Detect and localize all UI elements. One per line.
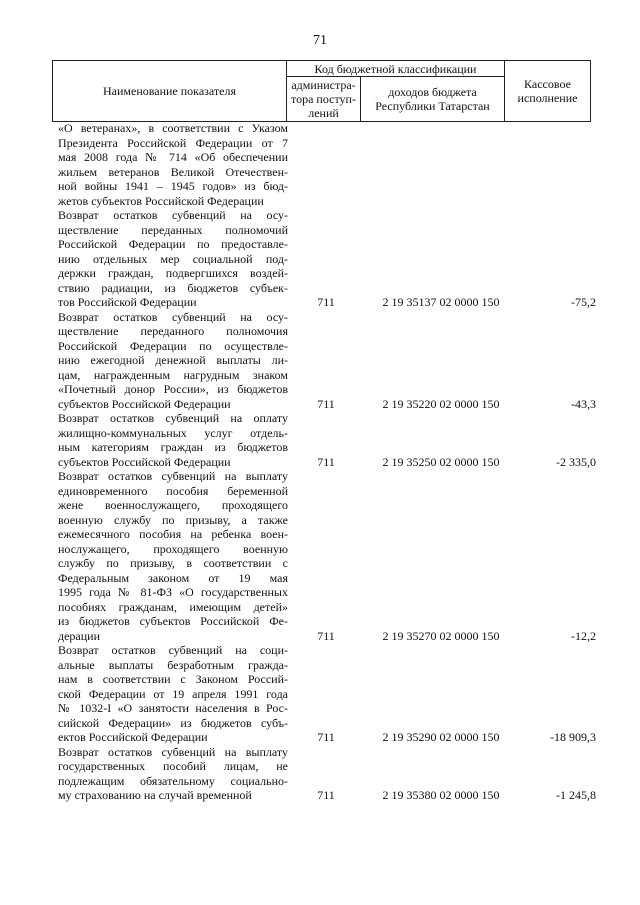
row-name-line: службу по призыву, в соответствии с (58, 556, 288, 570)
row-amount: -1 245,8 (556, 788, 596, 802)
row-name-line: Возврат остатков субвенций на выплату (58, 469, 288, 483)
administrator-line: лений (308, 106, 339, 120)
row-name-line: № 1032-I «О занятости населения в Рос- (58, 701, 288, 715)
row-name-line: пособиях гражданам, имеющим детей» (58, 599, 288, 614)
row-name-line: Возврат остатков субвенций на оплату (58, 411, 288, 425)
row-name-line: ществление переданных полномочий (58, 222, 288, 237)
row-name-line: жильем ветеранов Великой Отечествен- (58, 164, 288, 179)
row-name-line: мая 2008 года № 714 «Об обеспечении (58, 150, 288, 164)
cash-execution-line: Кассовое (524, 77, 571, 91)
row-budget-code: 2 19 35380 02 0000 150 (382, 788, 500, 802)
row-administrator-code: 711 (317, 730, 335, 744)
row-budget-code: 2 19 35270 02 0000 150 (382, 628, 500, 643)
row-budget-code: 2 19 35290 02 0000 150 (382, 730, 500, 744)
row-amount: -18 909,3 (550, 730, 596, 744)
row-name-line: военную службу по призыву, а также (58, 512, 288, 527)
budget-income-line: Республики Татарстан (375, 99, 490, 113)
indicator-name-header: Наименование показателя (53, 61, 287, 122)
row-budget-code: 2 19 35250 02 0000 150 (382, 454, 500, 469)
budget-income-line: доходов бюджета (388, 85, 477, 99)
row-name-line: ным категориям граждан из бюджетов (58, 440, 288, 454)
row-name-line: единовременного пособия беременной (58, 483, 288, 498)
row-amount: -75,2 (571, 295, 596, 309)
row-name-line: 1995 года № 81-ФЗ «О государственных (58, 585, 288, 599)
row-amount: -12,2 (571, 628, 596, 643)
row-name-line: ежемесячного пособия на ребенка воен- (58, 527, 288, 541)
row-name-line: нам в соответствии с Законом Россий- (58, 672, 288, 686)
row-name-line: «О ветеранах», в соответствии с Указом (58, 121, 288, 135)
administrator-line: администра- (291, 78, 356, 92)
row-name-line: цам, награжденным нагрудным знаком (58, 367, 288, 382)
row-name-line: му страхованию на случай временной (58, 788, 252, 802)
page-number: 71 (313, 33, 327, 48)
row-name-line: Российской Федерации по предоставле- (58, 237, 288, 251)
row-name-line: из бюджетов субъектов Российской Фе- (58, 614, 288, 628)
administrator-line: тора поступ- (291, 92, 356, 106)
row-name-line: дерации (58, 628, 101, 643)
row-name-line: тов Российской Федерации (58, 295, 197, 309)
row-name-line: субъектов Российской Федерации (58, 396, 231, 411)
row-name-line: нию отдельных мер социальной под- (58, 251, 288, 266)
row-budget-code: 2 19 35137 02 0000 150 (382, 295, 500, 309)
row-administrator-code: 711 (317, 788, 335, 802)
row-name-line: Российской Федерации по осуществле- (58, 338, 288, 353)
row-name-line: подлежащим обязательному социально- (58, 773, 288, 788)
row-name-line: жилищно-коммунальных услуг отдель- (58, 425, 288, 440)
row-administrator-code: 711 (317, 628, 335, 643)
row-name-line: Возврат остатков субвенций на соци- (58, 643, 288, 657)
row-name-line: нослужащего, проходящего военную (58, 541, 288, 556)
row-name-line: Возврат остатков субвенций на осу- (58, 208, 288, 222)
row-name-line: альные выплаты безработным гражда- (58, 657, 288, 672)
row-name-line: сийской Федерации» из бюджетов субъ- (58, 715, 288, 730)
cash-execution-line: исполнение (517, 91, 578, 105)
row-name-line: государственных пособий лицам, не (58, 759, 288, 773)
row-amount: -43,3 (571, 396, 596, 411)
row-name-line: субъектов Российской Федерации (58, 454, 231, 469)
row-administrator-code: 711 (317, 454, 335, 469)
row-name-line: Возврат остатков субвенций на выплату (58, 744, 288, 759)
row-name-line: держки граждан, подвергшихся воздей- (58, 266, 288, 280)
row-name-line: ектов Российской Федерации (58, 730, 208, 744)
row-name-line: ской Федерации от 19 апреля 1991 года (58, 686, 288, 701)
row-name-line: Федеральным законом от 19 мая (58, 570, 288, 585)
row-administrator-code: 711 (317, 396, 335, 411)
row-name-line: жетов субъектов Российской Федерации (58, 193, 264, 208)
row-name-line: ствию радиации, из бюджетов субъек- (58, 280, 288, 295)
row-name-line: ной войны 1941 – 1945 годов» из бюд- (58, 179, 288, 193)
row-name-line: Возврат остатков субвенций на осу- (58, 309, 288, 324)
classification-code-header: Код бюджетной классификации (287, 61, 505, 77)
row-name-line: ществление переданного полномочия (58, 324, 288, 338)
row-name-line: «Почетный донор России», из бюджетов (58, 382, 288, 396)
row-name-line: жене военнослужащего, проходящего (58, 498, 288, 512)
row-name-line: нию ежегодной денежной выплаты ли- (58, 353, 288, 367)
row-budget-code: 2 19 35220 02 0000 150 (382, 396, 500, 411)
row-amount: -2 335,0 (556, 454, 596, 469)
row-administrator-code: 711 (317, 295, 335, 309)
row-name-line: Президента Российской Федерации от 7 (58, 135, 288, 150)
